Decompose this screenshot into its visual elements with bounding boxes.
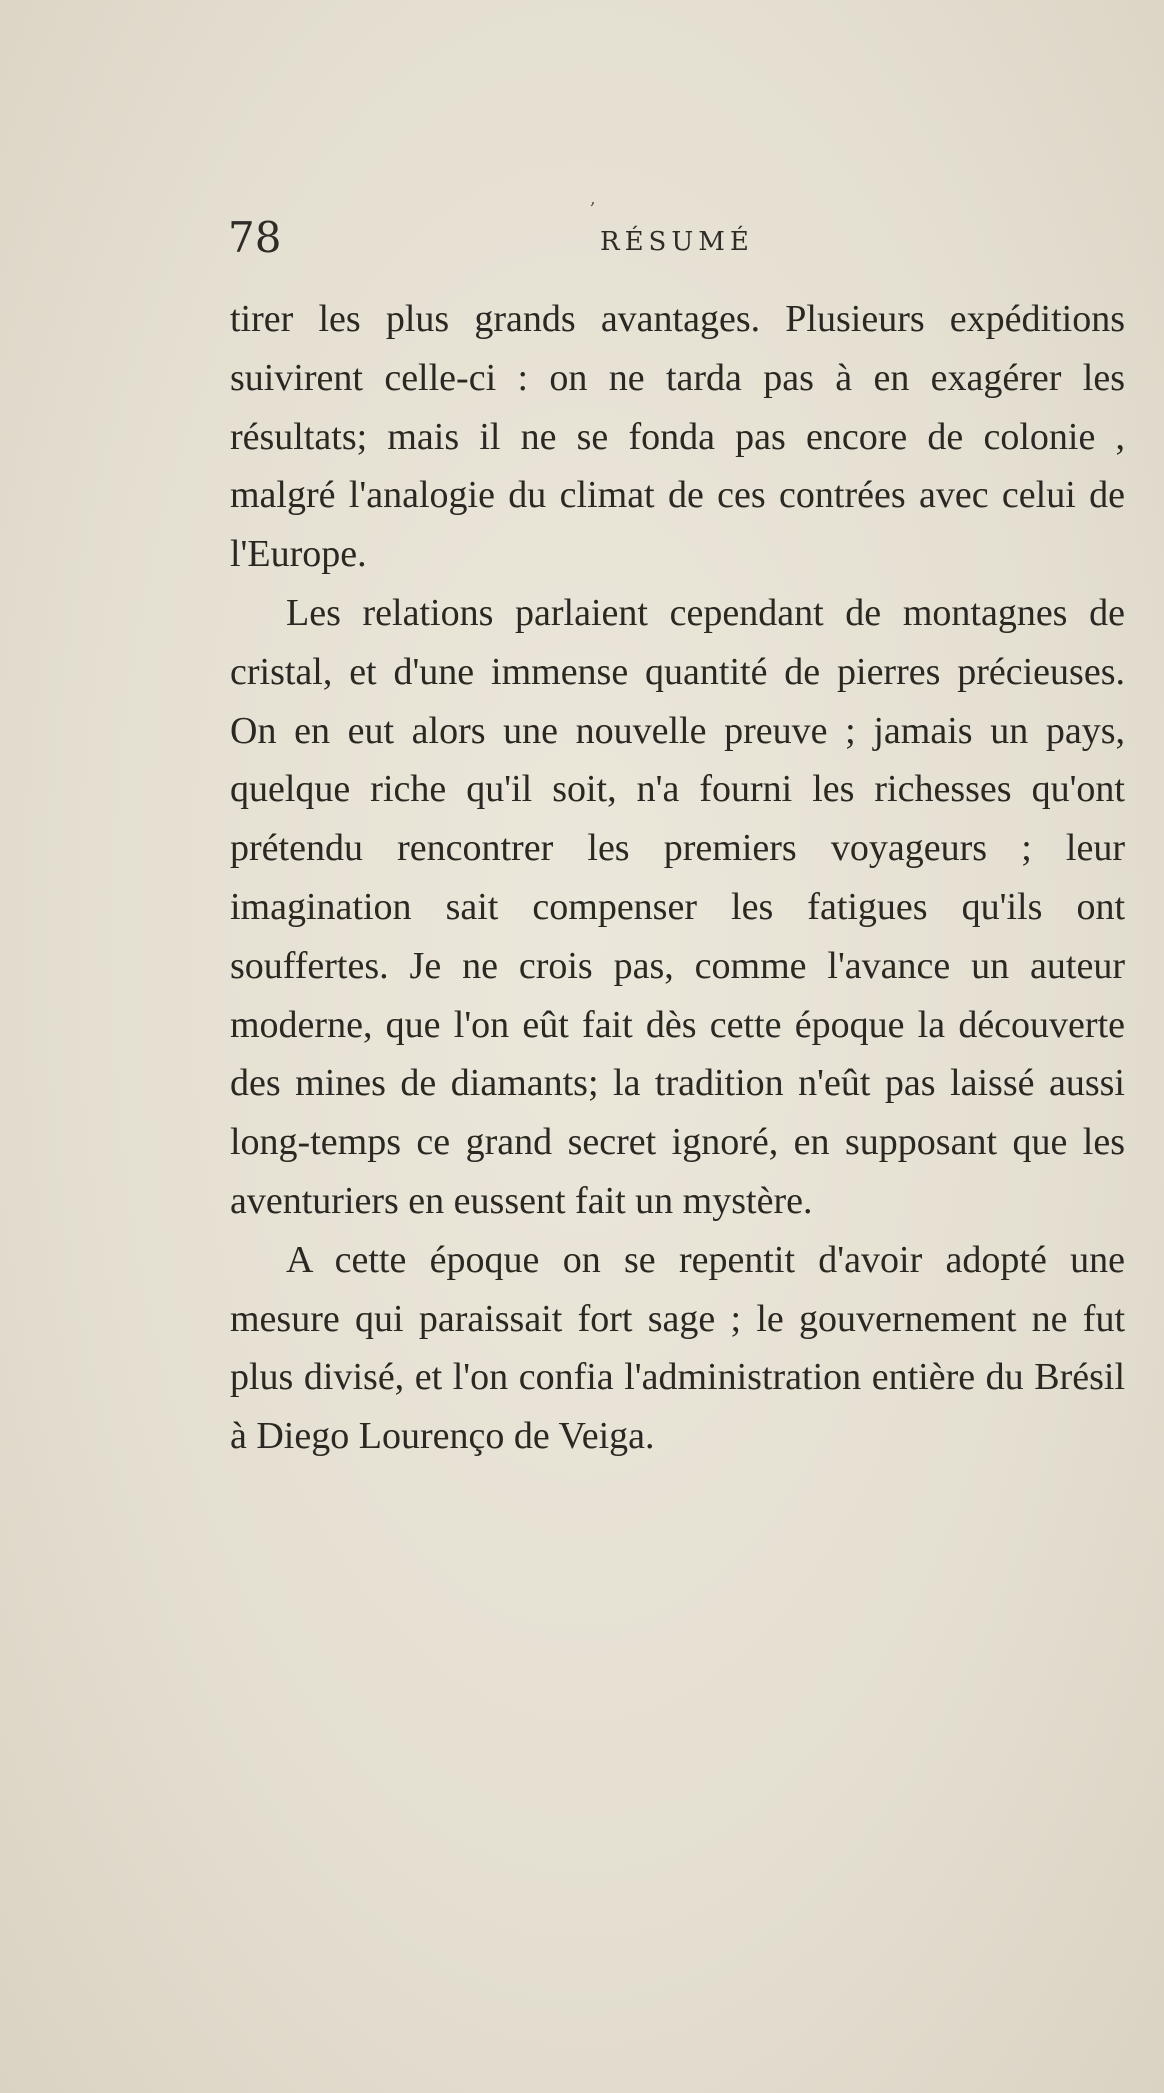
page-header (228, 212, 1128, 272)
paragraph-1: tirer les plus grands avantages. Plusieurs expéditions suivirent celle-ci : on ne tarda pas à en exagérer les résultats; mais il ne se fonda pas encore de colonie , malgré l'analogie du climat de ces contrées avec celui de l'Europe. (230, 298, 1125, 576)
ink-mark: , (590, 188, 596, 209)
page-number: 78 (228, 213, 282, 262)
body-text (230, 290, 1125, 1466)
paragraph-3: A cette époque on se repentit d'avoir adopté une mesure qui paraissait fort sage ; le gouvernement ne fut plus divisé, et l'on confia l'administration entière du Brésil à Diego Lourenço de Veiga. (230, 1238, 1125, 1458)
paragraph-2: Les relations parlaient cependant de montagnes de cristal, et d'une immense quantité de pierres précieuses. On en eut alors une nouvelle preuve ; jamais un pays, quelque riche qu'il soit, n'a fourni les richesses qu'ont prétendu rencontrer les premiers voyageurs ; leur imagination sait compenser les fatigues qu'ils ont souffertes. Je ne crois pas, comme l'avance un auteur moderne, que l'on eût fait dès cette époque la découverte des mines de diamants; la tradition n'eût pas laissé aussi long-temps ce grand secret ignoré, en supposant que les aventuriers en eussent fait un mystère. (230, 591, 1125, 1222)
running-head: RÉSUMÉ (600, 227, 754, 257)
